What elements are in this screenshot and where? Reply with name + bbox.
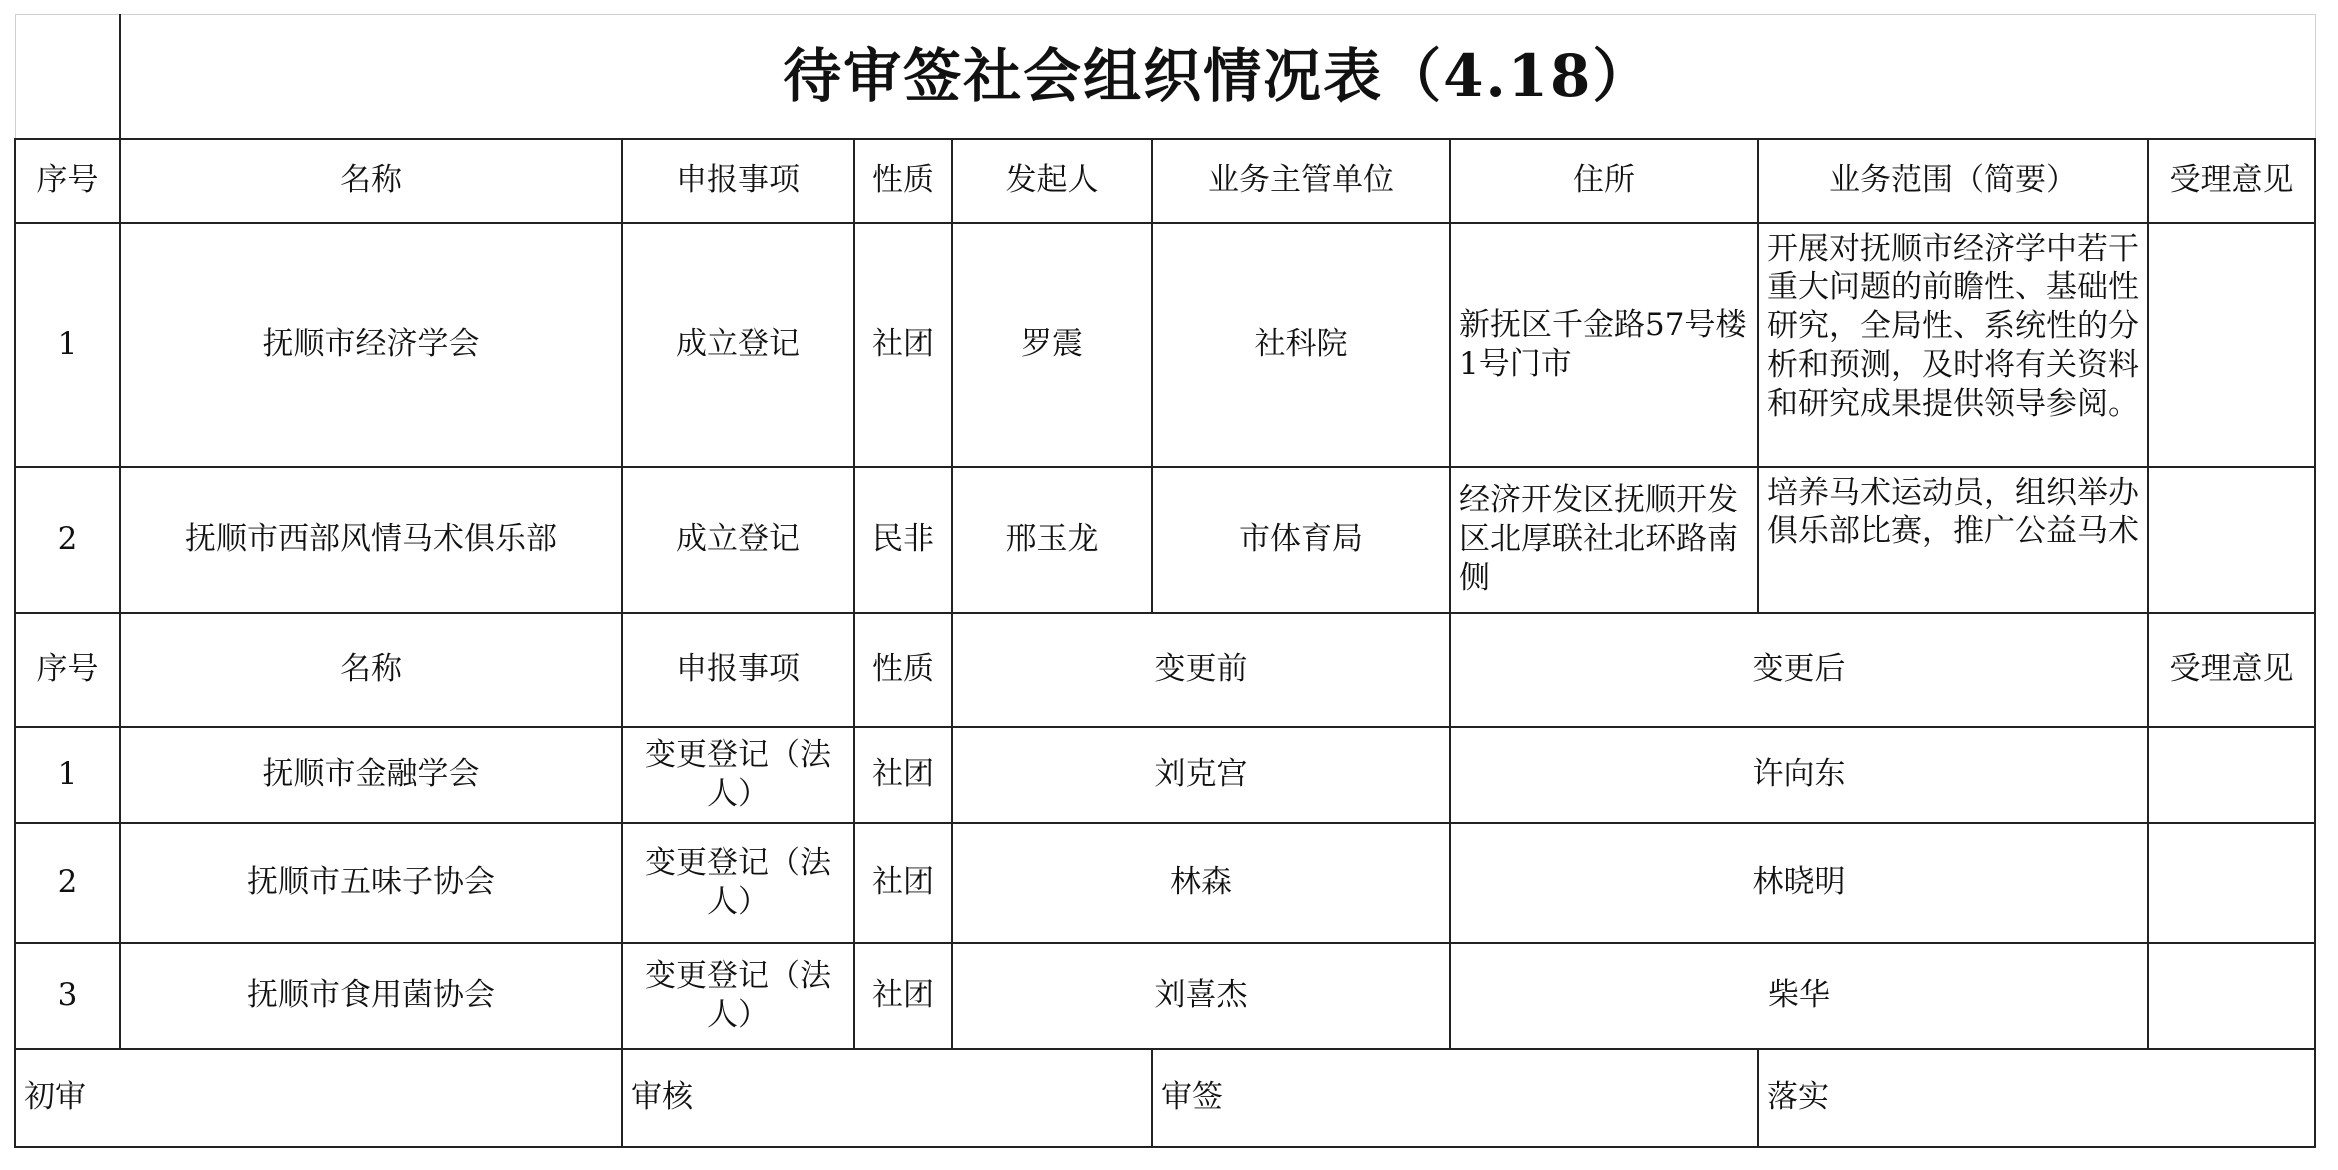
header-opinion: 受理意见 (2148, 139, 2315, 223)
cell-nature: 社团 (854, 823, 952, 943)
organization-table (14, 14, 2316, 1148)
header-address: 住所 (1450, 139, 1758, 223)
review-cell: 审核 (622, 1049, 1152, 1147)
cell-initiator: 罗震 (952, 223, 1152, 467)
header-name: 名称 (120, 139, 622, 223)
header-name: 名称 (120, 613, 622, 727)
cell-item: 变更登记（法人） (622, 823, 854, 943)
cell-before: 刘克宫 (952, 727, 1450, 823)
header-opinion: 受理意见 (2148, 613, 2315, 727)
cell-opinion (2148, 467, 2315, 613)
header-nature: 性质 (854, 139, 952, 223)
cell-address: 新抚区千金路57号楼1号门市 (1450, 223, 1758, 467)
cell-name: 抚顺市西部风情马术俱乐部 (120, 467, 622, 613)
header-before: 变更前 (952, 613, 1450, 727)
table-row (15, 943, 2315, 1049)
table-row (15, 823, 2315, 943)
cell-nature: 社团 (854, 943, 952, 1049)
cell-scope: 培养马术运动员，组织举办俱乐部比赛，推广公益马术 (1758, 467, 2148, 613)
cell-address: 经济开发区抚顺开发区北厚联社北环路南侧 (1450, 467, 1758, 613)
new-section-header-row (15, 139, 2315, 223)
cell-name: 抚顺市五味子协会 (120, 823, 622, 943)
cell-item: 成立登记 (622, 467, 854, 613)
approve-cell: 审签 (1152, 1049, 1758, 1147)
cell-before: 刘喜杰 (952, 943, 1450, 1049)
cell-opinion (2148, 943, 2315, 1049)
cell-supervisor: 社科院 (1152, 223, 1450, 467)
cell-item: 变更登记（法人） (622, 943, 854, 1049)
cell-name: 抚顺市食用菌协会 (120, 943, 622, 1049)
cell-item: 成立登记 (622, 223, 854, 467)
cell-name: 抚顺市金融学会 (120, 727, 622, 823)
cell-no: 2 (15, 467, 120, 613)
cell-item: 变更登记（法人） (622, 727, 854, 823)
cell-after: 许向东 (1450, 727, 2148, 823)
header-supervisor: 业务主管单位 (1152, 139, 1450, 223)
cell-supervisor: 市体育局 (1152, 467, 1450, 613)
header-scope: 业务范围（简要） (1758, 139, 2148, 223)
cell-opinion (2148, 823, 2315, 943)
header-nature: 性质 (854, 613, 952, 727)
first-review-cell: 初审 (15, 1049, 622, 1147)
cell-no: 3 (15, 943, 120, 1049)
title-spacer-cell (15, 15, 120, 139)
table-row (15, 223, 2315, 467)
cell-no: 2 (15, 823, 120, 943)
change-section-header-row (15, 613, 2315, 727)
table-row (15, 727, 2315, 823)
cell-after: 林晓明 (1450, 823, 2148, 943)
cell-initiator: 邢玉龙 (952, 467, 1152, 613)
signoff-row (15, 1049, 2315, 1147)
cell-opinion (2148, 223, 2315, 467)
cell-no: 1 (15, 727, 120, 823)
cell-before: 林森 (952, 823, 1450, 943)
cell-no: 1 (15, 223, 120, 467)
cell-opinion (2148, 727, 2315, 823)
page-title: 待审签社会组织情况表（4.18） (120, 15, 2315, 139)
cell-name: 抚顺市经济学会 (120, 223, 622, 467)
header-no: 序号 (15, 613, 120, 727)
cell-nature: 民非 (854, 467, 952, 613)
header-no: 序号 (15, 139, 120, 223)
header-after: 变更后 (1450, 613, 2148, 727)
table-row (15, 467, 2315, 613)
cell-after: 柴华 (1450, 943, 2148, 1049)
cell-nature: 社团 (854, 223, 952, 467)
cell-scope: 开展对抚顺市经济学中若干重大问题的前瞻性、基础性研究，全局性、系统性的分析和预测，及时将有关资料和研究成果提供领导参阅。 (1758, 223, 2148, 467)
cell-nature: 社团 (854, 727, 952, 823)
header-item: 申报事项 (622, 139, 854, 223)
header-initiator: 发起人 (952, 139, 1152, 223)
implement-cell: 落实 (1758, 1049, 2315, 1147)
header-item: 申报事项 (622, 613, 854, 727)
